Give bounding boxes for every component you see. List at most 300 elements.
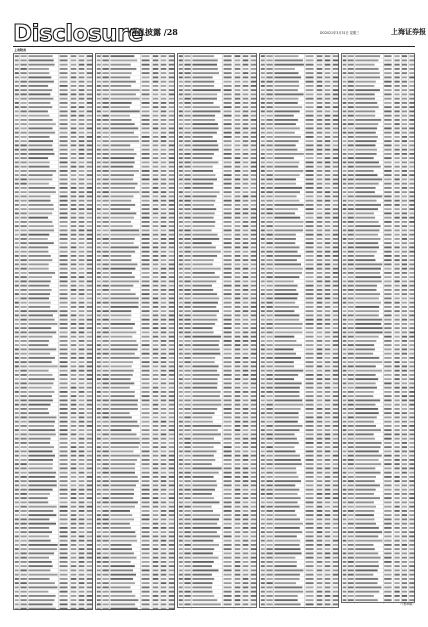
fine-print-text [15, 467, 19, 469]
fine-print-text [87, 119, 93, 121]
fine-print-text [266, 484, 272, 486]
fine-print-text [142, 340, 150, 342]
fine-print-text [251, 81, 257, 83]
fine-print-text [224, 157, 232, 159]
fine-print-text [343, 357, 347, 359]
fine-print-text [184, 229, 190, 231]
fine-print-text [306, 336, 314, 338]
fine-print-text [102, 115, 108, 117]
fine-print-text [79, 552, 85, 554]
fine-print-text [161, 552, 167, 554]
fine-print-text [161, 544, 167, 546]
fine-print-text [261, 348, 265, 350]
fine-print-text [333, 463, 339, 465]
table-column [259, 53, 339, 608]
fine-print-text [348, 455, 354, 457]
fine-print-text [333, 221, 339, 223]
fine-print-text [60, 586, 68, 588]
fine-print-text [333, 289, 339, 291]
fine-print-text [409, 195, 414, 197]
fine-print-text [161, 110, 167, 112]
fine-print-text [102, 306, 108, 308]
fine-print-text [179, 336, 183, 338]
fine-print-text [348, 225, 354, 227]
fine-print-text [409, 285, 414, 287]
fine-print-text [261, 506, 265, 508]
fine-print-text [184, 234, 190, 236]
fine-print-text [169, 229, 175, 231]
fine-print-text [192, 323, 215, 325]
fine-print-text [402, 200, 407, 202]
fine-print-text [274, 544, 299, 546]
fine-print-text [97, 527, 101, 529]
fine-print-text [261, 212, 265, 214]
fine-print-text [110, 259, 131, 261]
fine-print-text [15, 421, 19, 423]
fine-print-text [235, 557, 241, 559]
fine-print-text [97, 429, 101, 431]
fine-print-text [333, 64, 339, 66]
fine-print-text [261, 136, 265, 138]
fine-print-text [317, 552, 323, 554]
fine-print-text [169, 149, 175, 151]
fine-print-text [153, 561, 159, 563]
fine-print-text [169, 340, 175, 342]
fine-print-text [71, 569, 77, 571]
fine-print-text [409, 365, 414, 367]
fine-print-text [184, 365, 190, 367]
fine-print-text [306, 200, 314, 202]
fine-print-text [79, 72, 85, 74]
fine-print-text [317, 446, 323, 448]
fine-print-text [224, 527, 232, 529]
fine-print-text [20, 391, 26, 393]
fine-print-text [266, 157, 272, 159]
fine-print-text [224, 127, 232, 129]
fine-print-text [348, 149, 354, 151]
fine-print-text [97, 93, 101, 95]
fine-print-text [317, 102, 323, 104]
fine-print-text [71, 518, 77, 520]
fine-print-text [261, 72, 265, 74]
fine-print-text [79, 144, 85, 146]
fine-print-text [224, 208, 232, 210]
fine-print-text [306, 535, 314, 537]
fine-print-text [235, 510, 241, 512]
fine-print-text [402, 382, 407, 384]
fine-print-text [261, 55, 265, 57]
fine-print-text [224, 76, 232, 78]
fine-print-text [266, 540, 272, 542]
fine-print-text [28, 370, 48, 372]
fine-print-text [274, 353, 296, 355]
fine-print-text [266, 506, 272, 508]
fine-print-text [395, 72, 400, 74]
fine-print-text [102, 170, 108, 172]
fine-print-text [179, 144, 183, 146]
fine-print-text [142, 68, 150, 70]
fine-print-text [395, 429, 400, 431]
fine-print-text [20, 187, 26, 189]
fine-print-text [110, 387, 129, 389]
fine-print-text [251, 68, 257, 70]
fine-print-text [179, 506, 183, 508]
fine-print-text [192, 404, 221, 406]
fine-print-text [102, 234, 108, 236]
fine-print-text [235, 238, 241, 240]
fine-print-text [20, 166, 26, 168]
fine-print-text [274, 225, 303, 227]
fine-print-text [28, 102, 50, 104]
fine-print-text [184, 251, 190, 253]
fine-print-text [87, 459, 93, 461]
fine-print-text [20, 140, 26, 142]
fine-print-text [71, 212, 77, 214]
fine-print-text [60, 280, 68, 282]
fine-print-text [153, 123, 159, 125]
fine-print-text [235, 55, 241, 57]
fine-print-text [266, 387, 272, 389]
fine-print-text [355, 438, 375, 440]
fine-print-text [153, 544, 159, 546]
fine-print-text [343, 331, 347, 333]
fine-print-text [71, 268, 77, 270]
fine-print-text [60, 89, 68, 91]
fine-print-text [169, 119, 175, 121]
fine-print-text [409, 98, 414, 100]
fine-print-text [325, 268, 331, 270]
fine-print-text [71, 178, 77, 180]
fine-print-text [274, 191, 300, 193]
fine-print-text [274, 276, 299, 278]
fine-print-text [243, 421, 249, 423]
fine-print-text [402, 416, 407, 418]
fine-print-text [333, 484, 339, 486]
fine-print-text [110, 442, 139, 444]
fine-print-text [343, 353, 347, 355]
fine-print-text [274, 374, 298, 376]
fine-print-text [355, 76, 380, 78]
fine-print-text [306, 259, 314, 261]
fine-print-text [306, 501, 314, 503]
fine-print-text [153, 378, 159, 380]
fine-print-text [251, 229, 257, 231]
fine-print-text [261, 399, 265, 401]
fine-print-text [60, 225, 68, 227]
fine-print-text [274, 174, 299, 176]
fine-print-text [87, 561, 93, 563]
fine-print-text [402, 208, 407, 210]
fine-print-text [153, 174, 159, 176]
fine-print-text [261, 433, 265, 435]
fine-print-text [243, 412, 249, 414]
fine-print-text [28, 378, 54, 380]
fine-print-text [355, 361, 382, 363]
fine-print-text [192, 412, 214, 414]
fine-print-text [60, 429, 68, 431]
fine-print-text [235, 569, 241, 571]
fine-print-text [261, 157, 265, 159]
fine-print-text [333, 68, 339, 70]
fine-print-text [20, 506, 26, 508]
fine-print-text [161, 119, 167, 121]
fine-print-text [142, 102, 150, 104]
fine-print-text [224, 81, 232, 83]
fine-print-text [317, 591, 323, 593]
fine-print-text [266, 81, 272, 83]
fine-print-text [317, 72, 323, 74]
fine-print-text [169, 544, 175, 546]
fine-print-text [71, 489, 77, 491]
fine-print-text [60, 455, 68, 457]
fine-print-text [20, 387, 26, 389]
fine-print-text [179, 433, 183, 435]
fine-print-text [317, 195, 323, 197]
fine-print-text [325, 574, 331, 576]
fine-print-text [384, 174, 391, 176]
fine-print-text [251, 561, 257, 563]
fine-print-text [333, 412, 339, 414]
fine-print-text [333, 59, 339, 61]
fine-print-text [60, 480, 68, 482]
fine-print-text [97, 225, 101, 227]
fine-print-text [169, 595, 175, 597]
fine-print-text [169, 357, 175, 359]
fine-print-text [325, 497, 331, 499]
fine-print-text [71, 382, 77, 384]
fine-print-text [306, 429, 314, 431]
fine-print-text [102, 344, 108, 346]
fine-print-text [224, 535, 232, 537]
fine-print-text [224, 450, 232, 452]
fine-print-text [179, 412, 183, 414]
fine-print-text [224, 344, 232, 346]
fine-print-text [274, 425, 302, 427]
fine-print-text [224, 429, 232, 431]
fine-print-text [153, 438, 159, 440]
fine-print-text [87, 200, 93, 202]
fine-print-text [179, 340, 183, 342]
fine-print-text [87, 518, 93, 520]
fine-print-text [169, 68, 175, 70]
fine-print-text [224, 540, 232, 542]
fine-print-text [306, 531, 314, 533]
fine-print-text [224, 234, 232, 236]
fine-print-text [79, 399, 85, 401]
fine-print-text [79, 412, 85, 414]
fine-print-text [343, 412, 347, 414]
fine-print-text [169, 323, 175, 325]
fine-print-text [235, 89, 241, 91]
fine-print-text [235, 472, 241, 474]
fine-print-text [402, 357, 407, 359]
fine-print-text [87, 331, 93, 333]
fine-print-text [348, 357, 354, 359]
fine-print-text [184, 557, 190, 559]
fine-print-text [110, 140, 139, 142]
fine-print-text [243, 246, 249, 248]
fine-print-text [169, 204, 175, 206]
issue-date: DO2021年3月31日 星期三 [320, 31, 360, 35]
fine-print-text [355, 272, 380, 274]
fine-print-text [110, 540, 137, 542]
fine-print-text [343, 370, 347, 372]
fine-print-text [333, 489, 339, 491]
fine-print-text [333, 98, 339, 100]
fine-print-text [306, 382, 314, 384]
fine-print-text [102, 85, 108, 87]
fine-print-text [395, 166, 400, 168]
fine-print-text [79, 238, 85, 240]
fine-print-text [261, 183, 265, 185]
fine-print-text [110, 115, 129, 117]
fine-print-text [28, 153, 54, 155]
fine-print-text [169, 166, 175, 168]
fine-print-text [87, 161, 93, 163]
fine-print-text [224, 467, 232, 469]
fine-print-text [274, 106, 302, 108]
fine-print-text [402, 234, 407, 236]
fine-print-text [251, 208, 257, 210]
fine-print-text [402, 140, 407, 142]
fine-print-text [28, 382, 53, 384]
fine-print-text [384, 59, 391, 61]
fine-print-text [161, 382, 167, 384]
fine-print-text [235, 132, 241, 134]
fine-print-text [110, 161, 134, 163]
fine-print-text [60, 365, 68, 367]
fine-print-text [235, 102, 241, 104]
fine-print-text [251, 391, 257, 393]
fine-print-text [97, 353, 101, 355]
fine-print-text [261, 565, 265, 567]
fine-print-text [343, 297, 347, 299]
fine-print-text [97, 344, 101, 346]
fine-print-text [97, 102, 101, 104]
fine-print-text [355, 374, 375, 376]
fine-print-text [102, 425, 108, 427]
fine-print-text [87, 85, 93, 87]
fine-print-text [192, 98, 217, 100]
fine-print-text [343, 183, 347, 185]
fine-print-text [110, 353, 134, 355]
fine-print-text [333, 582, 339, 584]
fine-print-text [333, 187, 339, 189]
fine-print-text [28, 506, 56, 508]
fine-print-text [169, 106, 175, 108]
fine-print-text [153, 166, 159, 168]
fine-print-text [224, 391, 232, 393]
fine-print-text [15, 161, 19, 163]
fine-print-text [343, 64, 347, 66]
fine-print-text [79, 81, 85, 83]
fine-print-text [325, 421, 331, 423]
fine-print-text [251, 85, 257, 87]
fine-print-text [251, 310, 257, 312]
fine-print-text [243, 259, 249, 261]
fine-print-text [224, 348, 232, 350]
fine-print-text [325, 55, 331, 57]
fine-print-text [261, 493, 265, 495]
fine-print-text [161, 518, 167, 520]
fine-print-text [169, 497, 175, 499]
fine-print-text [325, 132, 331, 134]
fine-print-text [79, 263, 85, 265]
fine-print-text [317, 272, 323, 274]
fine-print-text [110, 157, 134, 159]
fine-print-text [71, 595, 77, 597]
fine-print-text [15, 569, 19, 571]
fine-print-text [409, 153, 414, 155]
fine-print-text [274, 331, 302, 333]
fine-print-text [20, 195, 26, 197]
fine-print-text [192, 234, 217, 236]
fine-print-text [60, 484, 68, 486]
fine-print-text [266, 64, 272, 66]
fine-print-text [169, 548, 175, 550]
fine-print-text [384, 187, 391, 189]
fine-print-text [97, 323, 101, 325]
fine-print-text [60, 518, 68, 520]
fine-print-text [142, 450, 150, 452]
fine-print-text [87, 387, 93, 389]
fine-print-text [153, 319, 159, 321]
fine-print-text [243, 170, 249, 172]
fine-print-text [409, 306, 414, 308]
fine-print-text [243, 395, 249, 397]
fine-print-text [384, 149, 391, 151]
fine-print-text [87, 106, 93, 108]
fine-print-text [402, 170, 407, 172]
fine-print-text [102, 76, 108, 78]
fine-print-text [169, 115, 175, 117]
fine-print-text [110, 370, 133, 372]
fine-print-text [274, 446, 294, 448]
fine-print-text [235, 123, 241, 125]
fine-print-text [110, 348, 137, 350]
fine-print-text [110, 204, 135, 206]
fine-print-text [325, 370, 331, 372]
fine-print-text [235, 404, 241, 406]
fine-print-text [153, 289, 159, 291]
fine-print-text [251, 98, 257, 100]
fine-print-text [28, 493, 50, 495]
fine-print-text [179, 234, 183, 236]
fine-print-text [87, 523, 93, 525]
fine-print-text [192, 161, 218, 163]
fine-print-text [142, 123, 150, 125]
fine-print-text [161, 178, 167, 180]
fine-print-text [266, 297, 272, 299]
fine-print-text [355, 212, 374, 214]
fine-print-text [79, 493, 85, 495]
fine-print-text [235, 336, 241, 338]
fine-print-text [317, 327, 323, 329]
fine-print-text [235, 297, 241, 299]
fine-print-text [395, 438, 400, 440]
fine-print-text [333, 599, 339, 601]
fine-print-text [266, 268, 272, 270]
fine-print-text [79, 408, 85, 410]
fine-print-text [343, 161, 347, 163]
fine-print-text [110, 603, 135, 605]
fine-print-text [251, 238, 257, 240]
fine-print-text [184, 446, 190, 448]
fine-print-text [71, 106, 77, 108]
fine-print-text [87, 229, 93, 231]
fine-print-text [184, 302, 190, 304]
fine-print-text [161, 331, 167, 333]
